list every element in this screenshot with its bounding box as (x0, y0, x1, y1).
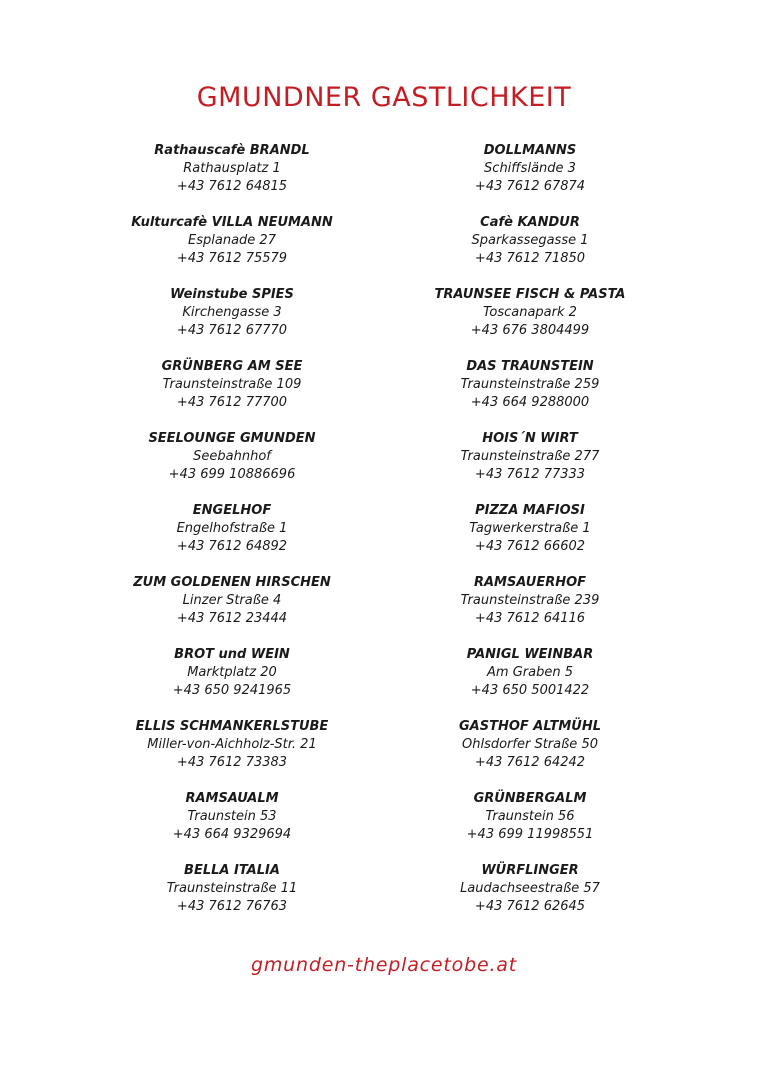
venue-phone: +43 664 9329694 (172, 827, 292, 842)
venue-phone: +43 699 11998551 (466, 827, 594, 842)
venue-address: Miller-von-Aichholz-Str. 21 (147, 737, 317, 752)
venue-phone: +43 650 9241965 (172, 683, 292, 698)
venue-address: Kirchengasse 3 (182, 305, 282, 320)
venue-entry (82, 790, 382, 862)
venue-name: PANIGL WEINBAR (466, 647, 594, 662)
venue-phone: +43 7612 75579 (176, 251, 288, 266)
venue-address: Traunsteinstraße 109 (162, 377, 302, 392)
left-column (82, 142, 382, 934)
venue-entry (380, 214, 680, 286)
venue-address: Toscanapark 2 (483, 305, 577, 320)
venue-address: Traunsteinstraße 239 (460, 593, 600, 608)
venue-address: Engelhofstraße 1 (176, 521, 288, 536)
venue-phone: +43 7612 64892 (176, 539, 288, 554)
venue-entry (380, 358, 680, 430)
website-footer: gmunden-theplacetobe.at (251, 954, 517, 976)
venue-name: DOLLMANNS (483, 143, 577, 158)
venue-name: BELLA ITALIA (184, 863, 280, 878)
venue-entry (82, 502, 382, 574)
venue-address: Traunstein 53 (187, 809, 277, 824)
venue-name: ZUM GOLDENEN HIRSCHEN (133, 575, 331, 590)
venue-name: GRÜNBERG AM SEE (161, 359, 303, 374)
venue-name: Cafè KANDUR (480, 215, 580, 230)
venue-phone: +43 7612 76763 (176, 899, 288, 914)
venue-entry (82, 142, 382, 214)
venue-phone: +43 664 9288000 (470, 395, 590, 410)
venue-name: HOIS´N WIRT (482, 431, 578, 446)
venue-name: BROT und WEIN (174, 647, 290, 662)
venue-address: Am Graben 5 (487, 665, 573, 680)
venue-phone: +43 7612 67770 (176, 323, 288, 338)
venue-phone: +43 7612 64242 (474, 755, 586, 770)
venue-address: Seebahnhof (193, 449, 271, 464)
venue-phone: +43 7612 66602 (474, 539, 586, 554)
venue-name: PIZZA MAFIOSI (475, 503, 585, 518)
venue-name: Weinstube SPIES (170, 287, 294, 302)
venue-entry (82, 718, 382, 790)
venue-entry (380, 646, 680, 718)
venue-entry (380, 718, 680, 790)
venue-entry (82, 862, 382, 934)
venue-phone: +43 7612 23444 (176, 611, 288, 626)
venue-address: Tagwerkerstraße 1 (469, 521, 591, 536)
venue-phone: +43 7612 64815 (176, 179, 288, 194)
venue-phone: +43 676 3804499 (470, 323, 590, 338)
venue-phone: +43 650 5001422 (470, 683, 590, 698)
venue-entry (82, 574, 382, 646)
venue-phone: +43 7612 71850 (474, 251, 586, 266)
venue-entry (380, 430, 680, 502)
venue-address: Linzer Straße 4 (182, 593, 282, 608)
venue-name: GASTHOF ALTMÜHL (458, 719, 602, 734)
venue-entry (380, 790, 680, 862)
venue-name: RAMSAUALM (185, 791, 279, 806)
venue-phone: +43 7612 73383 (176, 755, 288, 770)
venue-address: Ohlsdorfer Straße 50 (462, 737, 598, 752)
venue-entry (380, 574, 680, 646)
right-column (380, 142, 680, 934)
venue-entry (380, 502, 680, 574)
venue-name: ELLIS SCHMANKERLSTUBE (135, 719, 329, 734)
venue-entry (82, 430, 382, 502)
venue-entry (82, 214, 382, 286)
venue-entry (82, 358, 382, 430)
venue-address: Sparkassegasse 1 (471, 233, 589, 248)
venue-name: ENGELHOF (192, 503, 272, 518)
venue-address: Traunsteinstraße 277 (460, 449, 600, 464)
venue-address: Traunsteinstraße 259 (460, 377, 600, 392)
venue-name: WÜRFLINGER (481, 863, 579, 878)
venue-name: SEELOUNGE GMUNDEN (148, 431, 316, 446)
venue-address: Marktplatz 20 (187, 665, 277, 680)
venue-address: Traunstein 56 (485, 809, 575, 824)
venue-phone: +43 7612 67874 (474, 179, 586, 194)
venue-name: Kulturcafè VILLA NEUMANN (131, 215, 333, 230)
venue-entry (82, 286, 382, 358)
venue-name: GRÜNBERGALM (473, 791, 587, 806)
venue-name: TRAUNSEE FISCH & PASTA (434, 287, 626, 302)
venue-entry (380, 862, 680, 934)
venue-address: Rathausplatz 1 (183, 161, 281, 176)
venue-address: Esplanade 27 (188, 233, 276, 248)
venue-name: RAMSAUERHOF (473, 575, 587, 590)
venue-entry (82, 646, 382, 718)
venue-address: Traunsteinstraße 11 (166, 881, 298, 896)
page-title: GMUNDNER GASTLICHKEIT (196, 82, 572, 113)
venue-phone: +43 7612 77700 (176, 395, 288, 410)
venue-entry (380, 142, 680, 214)
venue-address: Schiffslände 3 (484, 161, 576, 176)
venue-phone: +43 7612 77333 (474, 467, 586, 482)
venue-phone: +43 7612 64116 (474, 611, 586, 626)
venue-address: Laudachseestraße 57 (460, 881, 600, 896)
venue-phone: +43 699 10886696 (168, 467, 296, 482)
venue-entry (380, 286, 680, 358)
venue-phone: +43 7612 62645 (474, 899, 586, 914)
venue-name: DAS TRAUNSTEIN (466, 359, 594, 374)
venue-name: Rathauscafè BRANDL (154, 143, 310, 158)
